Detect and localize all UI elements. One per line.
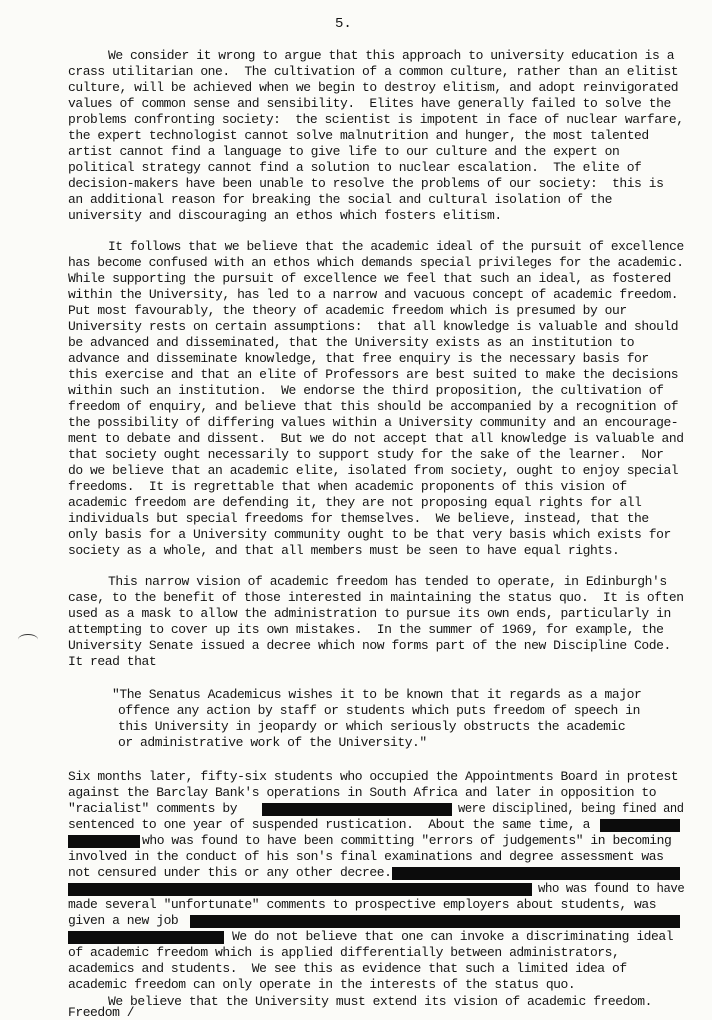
- text-line: made several "unfortunate" comments to prospective employers about students, was: [68, 897, 657, 912]
- text-line: within such an institution. We endorse the third proposition, the cultivation of: [68, 383, 664, 398]
- text-line: this exercise and that an elite of Professors are best suited to make the decisions: [68, 367, 679, 382]
- redaction-bar: [190, 915, 680, 928]
- text-line: that society ought necessarily to support study for the sake of the learner. Nor: [68, 447, 664, 462]
- text-line: be advanced and disseminated, that the University exists as an institution to: [68, 335, 635, 350]
- text-line: academics and students. We see this as evidence that such a limited idea of: [68, 961, 627, 976]
- text-line: society as a whole, and that all members must be seen to have equal rights.: [68, 543, 620, 558]
- text-line: Put most favourably, the theory of academic freedom which is presumed by our: [68, 303, 627, 318]
- text-line: used as a mask to allow the administration to pursue its own ends, particularly in: [68, 606, 671, 621]
- text-line: of academic freedom which is applied differentially between administrators,: [68, 945, 620, 960]
- text-line: We do not believe that one can invoke a discriminating ideal: [232, 929, 674, 944]
- text-line: academic freedom are defending it, they are not proposing equal rights for all: [68, 495, 642, 510]
- text-line: given a new job: [68, 913, 179, 928]
- text-line: Six months later, fifty-six students who occupied the Appointments Board in protest: [68, 769, 679, 784]
- text-line: It read that: [68, 654, 157, 669]
- text-line: do we believe that an academic elite, isolated from society, ought to enjoy special: [68, 463, 679, 478]
- text-line: sentenced to one year of suspended rustication. About the same time, a: [68, 817, 590, 832]
- text-line: within the University, has led to a narrow and vacuous concept of academic freedom.: [68, 287, 679, 302]
- page-number: 5.: [335, 16, 352, 32]
- quotation-line: "The Senatus Academicus wishes it to be known that it regards as a major: [112, 687, 642, 702]
- redaction-bar: [68, 931, 224, 944]
- text-line: problems confronting society: the scientist is impotent in face of nuclear warfare,: [68, 112, 684, 127]
- text-line: the possibility of differing values within a University community and an encourage-: [68, 415, 679, 430]
- text-line: University rests on certain assumptions: that all knowledge is valuable and should: [68, 319, 679, 334]
- quotation-line: this University in jeopardy or which seriously obstructs the academic: [118, 719, 626, 734]
- text-line: university and discouraging an ethos which fosters elitism.: [68, 208, 502, 223]
- redaction-bar: [68, 883, 532, 896]
- text-line: University Senate issued a decree which now forms part of the new Discipline Code.: [68, 638, 671, 653]
- text-line: freedom of enquiry, and believe that this should be accompanied by a recognition of: [68, 399, 679, 414]
- text-line: culture, will be achieved when we begin to destroy elitism, and adopt reinvigorated: [68, 80, 679, 95]
- text-line: political strategy cannot find a solution to nuclear escalation. The elite of: [68, 160, 642, 175]
- text-line: case, to the benefit of those interested in maintaining the status quo. It is often: [68, 590, 684, 605]
- text-line: academic freedom can only operate in the interests of the status quo.: [68, 977, 576, 992]
- text-line: were disciplined, being fined and: [458, 801, 684, 816]
- margin-mark: [18, 634, 38, 645]
- text-line: "racialist" comments by: [68, 801, 238, 816]
- text-line: only basis for a University community ought to be that very basis which exists for: [68, 527, 671, 542]
- redaction-bar: [392, 867, 680, 880]
- text-line: attempting to cover up its own mistakes. In the summer of 1969, for example, the: [68, 622, 664, 637]
- quotation-line: or administrative work of the University.": [118, 735, 427, 750]
- text-line: advance and disseminate knowledge, that free enquiry is the necessary basis for: [68, 351, 649, 366]
- text-line: not censured under this or any other decree.: [68, 865, 392, 880]
- text-line: crass utilitarian one. The cultivation of a common culture, rather than an elitist: [68, 64, 679, 79]
- text-line: We believe that the University must extend its vision of academic freedom.: [108, 994, 652, 1009]
- text-line: individuals but special freedoms for themselves. We believe, instead, that the: [68, 511, 649, 526]
- text-line: While supporting the pursuit of excellence we feel that such an ideal, as fostered: [68, 271, 671, 286]
- text-line: the expert technologist cannot solve malnutrition and hunger, the most talented: [68, 128, 649, 143]
- text-line: decision-makers have been unable to resolve the problems of our society: this is: [68, 176, 664, 191]
- text-line: against the Barclay Bank's operations in South Africa and later in opposition to: [68, 785, 657, 800]
- text-line: It follows that we believe that the academic ideal of the pursuit of excellence: [108, 239, 684, 254]
- redaction-bar: [68, 835, 140, 848]
- text-line: artist cannot find a language to give life to our culture and the expert on: [68, 144, 620, 159]
- redaction-bar: [600, 819, 680, 832]
- text-line: ment to debate and dissent. But we do not accept that all knowledge is valuable and: [68, 431, 684, 446]
- text-line: who was found to have: [538, 881, 685, 896]
- text-line: who was found to have been committing "errors of judgements" in becoming: [142, 833, 672, 848]
- text-line: an additional reason for breaking the social and cultural isolation of the: [68, 192, 612, 207]
- text-line: This narrow vision of academic freedom has tended to operate, in Edinburgh's: [108, 574, 667, 589]
- quotation-line: offence any action by staff or students which puts freedom of speech in: [118, 703, 640, 718]
- redaction-bar: [262, 803, 452, 816]
- text-line: Freedom /: [68, 1005, 135, 1020]
- text-line: involved in the conduct of his son's final examinations and degree assessment was: [68, 849, 664, 864]
- text-line: We consider it wrong to argue that this approach to university education is a: [108, 48, 675, 63]
- text-line: values of common sense and sensibility. Elites have generally failed to solve the: [68, 96, 671, 111]
- text-line: freedoms. It is regrettable that when academic proponents of this vision of: [68, 479, 627, 494]
- text-line: has become confused with an ethos which demands special privileges for the academic.: [68, 255, 684, 270]
